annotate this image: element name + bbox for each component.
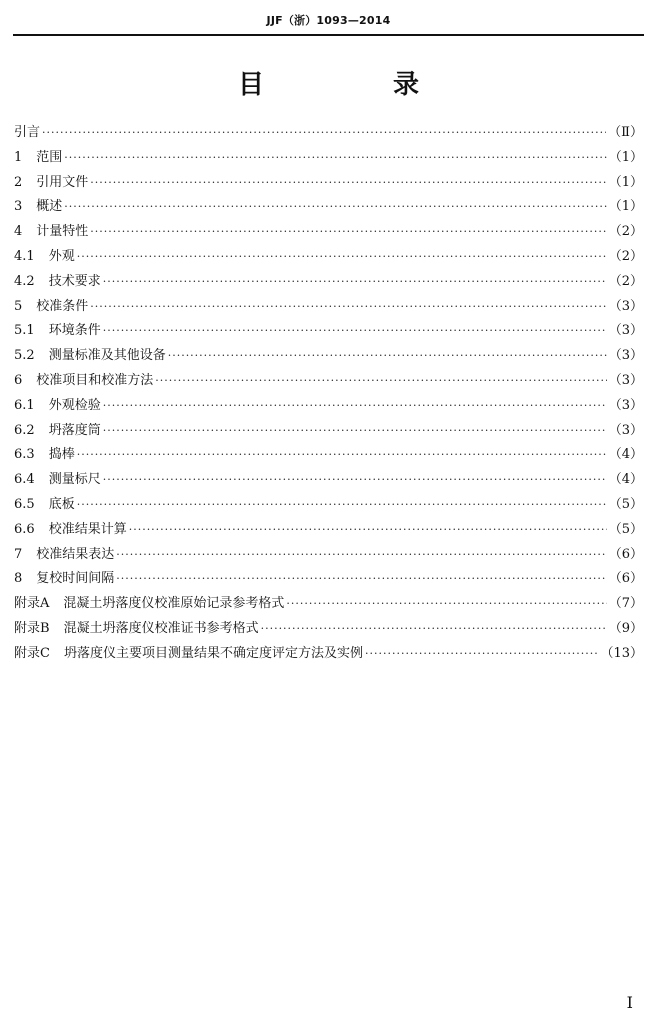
toc-leader-dots [103,321,607,341]
toc-page-number: （7） [608,596,643,612]
toc-row[interactable] [14,346,643,371]
toc-leader-dots [103,272,607,292]
toc-page-number: （5） [608,521,643,537]
toc-title: 复校时间间隔 [36,571,115,587]
toc-leader-dots [103,470,607,490]
toc-page-number: （4） [608,447,643,463]
toc-page-number: （3） [608,397,643,413]
toc-title: 校准结果表达 [36,546,115,562]
toc-row[interactable] [14,197,643,222]
toc-row[interactable] [14,545,643,570]
toc-row[interactable] [14,396,643,421]
toc-page-number: （1） [608,149,643,165]
toc-number: 4.2 [14,273,35,289]
toc-number: 3 [14,199,23,215]
toc-leader-dots [42,123,606,143]
toc-number: 4.1 [14,248,35,264]
toc-row[interactable] [14,569,643,594]
toc-title: 范围 [36,149,63,165]
toc-page-number: （2） [608,224,643,240]
toc-number: 6.1 [14,397,35,413]
toc-page-number: （1） [608,199,643,215]
page-header [0,0,657,36]
toc-leader-dots [116,545,606,565]
toc-number: 6.2 [14,422,35,438]
toc-number: 8 [14,571,23,587]
toc-leader-dots [90,297,606,317]
toc-page-number: （3） [608,298,643,314]
toc-page-number: （2） [608,273,643,289]
toc-number: 5.1 [14,323,35,339]
toc-title: 外观 [48,248,75,264]
toc-title: 引言 [14,125,41,140]
toc-row[interactable] [14,644,643,669]
toc-page-number: （4） [608,472,643,488]
toc-title: 坍落度仪主要项目测量结果不确定度评定方法及实例 [63,645,363,661]
header-divider [13,34,644,36]
toc-title: 计量特性 [36,224,89,240]
toc-leader-dots [64,148,606,168]
toc-number: 附录A [14,596,50,612]
toc-title: 概述 [36,199,63,215]
toc-title: 混凝土坍落度仪校准证书参考格式 [63,620,259,636]
toc-number: 附录B [14,620,50,636]
toc-title: 测量标准及其他设备 [48,348,166,364]
toc-leader-dots [90,222,606,242]
toc-title: 捣棒 [48,447,75,463]
toc-page-number: （2） [608,248,643,264]
toc-leader-dots [77,495,607,515]
toc-number: 6.5 [14,496,35,512]
toc-number: 6.3 [14,447,35,463]
toc-page-number: （9） [608,620,643,636]
toc-title: 环境条件 [48,323,101,339]
toc-title: 坍落度筒 [48,422,101,438]
toc-row[interactable] [14,247,643,272]
toc-row[interactable] [14,619,643,644]
toc-title: 外观检验 [48,397,101,413]
toc-row[interactable] [14,148,643,173]
toc-title: 校准结果计算 [48,521,127,537]
toc-title: 混凝土坍落度仪校准原始记录参考格式 [63,596,285,612]
toc-number: 6.4 [14,472,35,488]
toc-leader-dots [103,396,607,416]
toc-title: 校准项目和校准方法 [36,372,154,388]
toc-page-number: （6） [608,546,643,562]
toc-leader-dots [64,197,606,217]
toc-row[interactable] [14,421,643,446]
toc-row[interactable] [14,470,643,495]
toc-leader-dots [286,594,606,614]
toc-number: 5 [14,298,23,314]
toc-leader-dots [168,346,607,366]
page-number: Ⅰ [626,993,633,1012]
toc-number: 2 [14,174,23,190]
toc-row[interactable] [14,272,643,297]
toc-number: 6.6 [14,521,35,537]
toc-page-number: （Ⅱ） [608,125,643,140]
toc-page-number: （3） [608,372,643,388]
toc-number: 附录C [14,645,50,661]
toc-row[interactable] [14,520,643,545]
toc-title: 底板 [48,496,75,512]
toc-leader-dots [116,569,606,589]
toc-leader-dots [155,371,606,391]
standard-code: JJF（浙）1093—2014 [266,14,391,27]
toc-row[interactable] [14,445,643,470]
toc-title: 测量标尺 [48,472,101,488]
page-title: 目 录 [237,70,480,100]
toc-title: 引用文件 [36,174,89,190]
toc-leader-dots [77,445,607,465]
toc-leader-dots [103,421,607,441]
table-of-contents [14,123,643,669]
toc-leader-dots [365,644,598,664]
toc-page-number: （5） [608,496,643,512]
toc-row[interactable] [14,594,643,619]
toc-page-number: （13） [600,645,643,661]
toc-page-number: （3） [608,422,643,438]
toc-number: 7 [14,546,23,562]
toc-title: 校准条件 [36,298,89,314]
toc-page-number: （1） [608,174,643,190]
toc-row[interactable] [14,297,643,322]
toc-number: 4 [14,224,23,240]
toc-number: 6 [14,372,23,388]
toc-number: 5.2 [14,348,35,364]
toc-row[interactable] [14,371,643,396]
toc-row[interactable] [14,222,643,247]
toc-page-number: （6） [608,571,643,587]
toc-row[interactable] [14,173,643,198]
toc-row[interactable] [14,495,643,520]
toc-leader-dots [261,619,607,639]
toc-leader-dots [77,247,607,267]
toc-page-number: （3） [608,323,643,339]
toc-number: 1 [14,149,23,165]
toc-leader-dots [129,520,607,540]
toc-row[interactable] [14,123,643,148]
toc-title: 技术要求 [48,273,101,289]
toc-page-number: （3） [608,348,643,364]
toc-row[interactable] [14,321,643,346]
toc-leader-dots [90,173,606,193]
